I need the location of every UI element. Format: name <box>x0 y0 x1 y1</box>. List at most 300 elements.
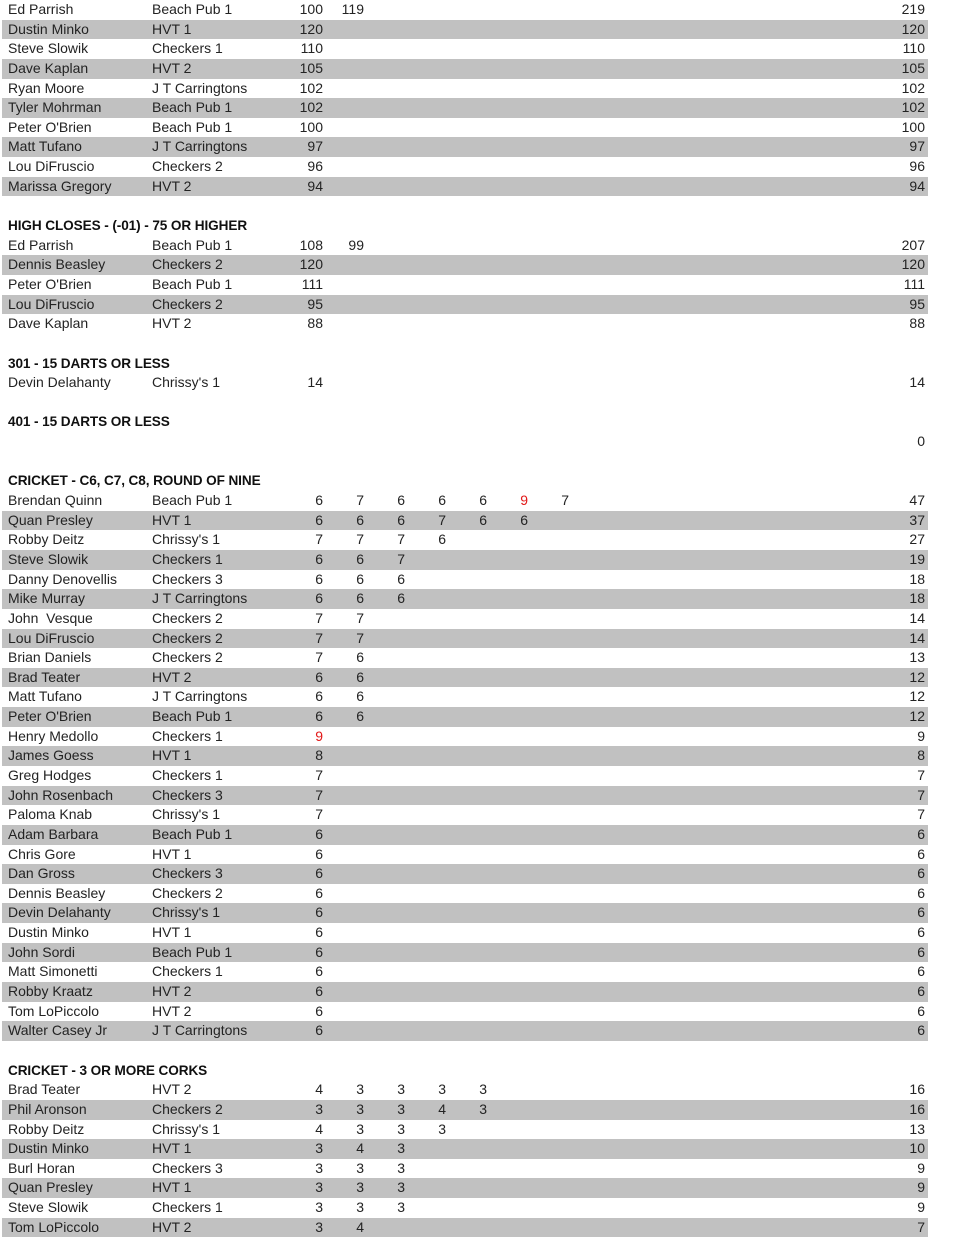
score-value <box>533 236 574 256</box>
row-spacer <box>574 1198 858 1218</box>
score-value <box>328 1002 369 1022</box>
score-value <box>451 766 492 786</box>
score-value <box>533 432 574 452</box>
score-value: 110 <box>300 40 323 57</box>
row-spacer <box>574 137 858 157</box>
player-name: Burl Horan <box>8 1159 75 1176</box>
score-value <box>451 786 492 806</box>
team-name: Checkers 2 <box>152 295 223 312</box>
player-name: Dennis Beasley <box>8 256 106 273</box>
score-value <box>492 255 533 275</box>
player-name: John Sordi <box>8 943 75 960</box>
score-value: 3 <box>397 1159 405 1176</box>
player-name: Chris Gore <box>8 845 76 862</box>
score-value <box>369 39 410 59</box>
score-value <box>533 629 574 649</box>
score-value <box>410 373 451 393</box>
score-value <box>451 825 492 845</box>
score-value <box>369 707 410 727</box>
score-value: 95 <box>307 295 323 312</box>
score-value <box>533 903 574 923</box>
score-value: 3 <box>315 1100 323 1117</box>
row-total: 100 <box>901 118 925 135</box>
score-value <box>451 1178 492 1198</box>
team-name: Beach Pub 1 <box>152 118 233 135</box>
score-value <box>451 707 492 727</box>
score-value: 6 <box>315 904 323 921</box>
row-spacer <box>574 79 858 99</box>
score-value: 4 <box>438 1100 446 1117</box>
score-value: 3 <box>356 1179 364 1196</box>
score-value: 3 <box>438 1120 446 1137</box>
row-total: 14 <box>909 629 925 646</box>
score-value <box>410 1218 451 1238</box>
score-value <box>533 570 574 590</box>
row-spacer <box>574 39 858 59</box>
score-value <box>410 59 451 79</box>
score-value <box>533 1080 574 1100</box>
score-value <box>410 687 451 707</box>
table-row <box>2 236 928 256</box>
score-value: 6 <box>356 649 364 666</box>
score-value <box>451 157 492 177</box>
team-name: HVT 1 <box>152 924 192 941</box>
table-row <box>2 98 928 118</box>
score-value: 14 <box>307 374 323 391</box>
score-value: 4 <box>315 1120 323 1137</box>
score-value: 6 <box>315 590 323 607</box>
score-value: 3 <box>315 1159 323 1176</box>
team-name <box>150 432 287 452</box>
score-value <box>451 648 492 668</box>
row-spacer <box>574 923 858 943</box>
row-total: 7 <box>917 806 925 823</box>
row-spacer <box>574 295 858 315</box>
team-name: HVT 1 <box>152 747 192 764</box>
score-value <box>492 1198 533 1218</box>
score-value <box>451 79 492 99</box>
score-value <box>492 1100 533 1120</box>
score-value: 6 <box>356 668 364 685</box>
score-value <box>328 864 369 884</box>
score-value <box>533 137 574 157</box>
score-value: 111 <box>301 275 323 292</box>
score-value <box>451 530 492 550</box>
score-value: 6 <box>315 550 323 567</box>
score-value <box>451 255 492 275</box>
score-value: 9 <box>520 492 528 509</box>
score-value: 108 <box>299 236 323 253</box>
row-spacer <box>574 20 858 40</box>
score-value <box>492 295 533 315</box>
table-row <box>2 589 928 609</box>
table-row <box>2 1120 928 1140</box>
score-value <box>369 884 410 904</box>
table-row <box>2 118 928 138</box>
team-name: HVT 2 <box>152 983 192 1000</box>
score-value <box>492 275 533 295</box>
score-value <box>328 373 369 393</box>
score-value: 3 <box>397 1100 405 1117</box>
player-name <box>2 432 150 452</box>
score-value: 8 <box>315 747 323 764</box>
player-name: James Goess <box>8 747 94 764</box>
score-value <box>369 668 410 688</box>
row-spacer <box>574 687 858 707</box>
score-value <box>533 982 574 1002</box>
team-name: Checkers 2 <box>152 649 223 666</box>
team-name: Beach Pub 1 <box>152 275 233 292</box>
row-total: 13 <box>909 649 925 666</box>
score-value: 6 <box>520 511 528 528</box>
row-total: 105 <box>901 59 925 76</box>
score-value: 120 <box>299 256 323 273</box>
team-name: J T Carringtons <box>152 138 248 155</box>
table-row <box>2 668 928 688</box>
score-value <box>492 923 533 943</box>
score-value: 6 <box>397 590 405 607</box>
score-value <box>492 373 533 393</box>
score-value <box>451 962 492 982</box>
row-total: 6 <box>917 845 925 862</box>
table-row <box>2 1159 928 1179</box>
score-value <box>492 79 533 99</box>
table-row <box>2 432 928 452</box>
score-value <box>328 845 369 865</box>
score-value <box>328 79 369 99</box>
score-value: 6 <box>356 688 364 705</box>
row-total: 110 <box>902 40 925 57</box>
score-value <box>492 570 533 590</box>
table-row <box>2 805 928 825</box>
score-value <box>533 825 574 845</box>
score-value <box>533 0 574 20</box>
row-spacer <box>574 511 858 531</box>
row-spacer <box>574 59 858 79</box>
row-spacer <box>574 118 858 138</box>
team-name: Checkers 3 <box>152 865 223 882</box>
score-value: 7 <box>356 492 364 509</box>
score-value: 6 <box>315 1022 323 1039</box>
score-value <box>492 137 533 157</box>
score-value <box>410 314 451 334</box>
score-value <box>492 766 533 786</box>
score-value <box>451 629 492 649</box>
score-value <box>451 570 492 590</box>
score-value: 7 <box>438 511 446 528</box>
table-row <box>2 1178 928 1198</box>
table-row <box>2 275 928 295</box>
player-name: Steve Slowik <box>8 550 89 567</box>
team-name: Checkers 1 <box>152 727 223 744</box>
score-value <box>533 373 574 393</box>
score-value <box>492 648 533 668</box>
score-value <box>369 727 410 747</box>
team-name: J T Carringtons <box>152 79 248 96</box>
score-value: 9 <box>315 727 323 744</box>
score-value <box>492 727 533 747</box>
row-spacer <box>574 0 858 20</box>
score-value <box>492 314 533 334</box>
team-name: Checkers 3 <box>152 786 223 803</box>
row-total: 16 <box>909 1081 925 1098</box>
row-spacer <box>574 943 858 963</box>
team-name: Chrissy's 1 <box>152 374 221 391</box>
score-value <box>533 530 574 550</box>
team-name: Checkers 1 <box>152 40 223 57</box>
team-name: Checkers 3 <box>152 1159 223 1176</box>
table-row <box>2 59 928 79</box>
row-spacer <box>574 1100 858 1120</box>
score-value <box>492 1120 533 1140</box>
row-spacer <box>574 550 858 570</box>
row-spacer <box>574 648 858 668</box>
player-name: Brad Teater <box>8 668 81 685</box>
row-total: 9 <box>917 1199 925 1216</box>
score-value: 6 <box>315 492 323 509</box>
score-value <box>410 766 451 786</box>
score-value <box>533 1120 574 1140</box>
score-value: 6 <box>315 708 323 725</box>
score-value: 6 <box>397 492 405 509</box>
team-name: Checkers 1 <box>152 550 223 567</box>
row-total: 6 <box>917 983 925 1000</box>
team-name: HVT 2 <box>152 315 192 332</box>
score-value <box>451 845 492 865</box>
score-value <box>369 432 410 452</box>
row-total: 102 <box>901 79 925 96</box>
score-value <box>410 845 451 865</box>
score-value <box>492 550 533 570</box>
score-value <box>451 1021 492 1041</box>
row-spacer <box>574 982 858 1002</box>
score-value <box>369 157 410 177</box>
section-spacer <box>2 393 928 413</box>
score-value <box>492 20 533 40</box>
player-name: Peter O'Brien <box>8 275 92 292</box>
score-value: 6 <box>356 570 364 587</box>
score-value <box>533 687 574 707</box>
player-name: Walter Casey Jr <box>8 1022 108 1039</box>
score-value <box>369 295 410 315</box>
score-value: 4 <box>356 1140 364 1157</box>
score-value <box>451 275 492 295</box>
row-total: 9 <box>917 1159 925 1176</box>
score-value <box>328 118 369 138</box>
score-value <box>369 1218 410 1238</box>
score-value <box>451 982 492 1002</box>
team-name: Chrissy's 1 <box>152 1120 221 1137</box>
score-value: 6 <box>479 492 487 509</box>
player-name: Quan Presley <box>8 1179 93 1196</box>
row-total: 95 <box>909 295 925 312</box>
team-name: J T Carringtons <box>152 590 248 607</box>
score-value: 3 <box>315 1140 323 1157</box>
score-value: 3 <box>397 1140 405 1157</box>
section-heading: HIGH CLOSES - (-01) - 75 OR HIGHER <box>8 218 248 234</box>
row-total: 6 <box>917 924 925 941</box>
score-value: 3 <box>438 1081 446 1098</box>
team-name: Beach Pub 1 <box>152 708 233 725</box>
player-name: Ed Parrish <box>8 1 74 17</box>
table-row <box>2 1080 928 1100</box>
score-value: 6 <box>315 845 323 862</box>
row-spacer <box>574 275 858 295</box>
player-name: Ryan Moore <box>8 79 85 96</box>
score-value <box>410 786 451 806</box>
row-spacer <box>574 432 858 452</box>
row-total: 37 <box>909 511 925 528</box>
score-value <box>369 373 410 393</box>
table-row <box>2 530 928 550</box>
score-value: 6 <box>356 511 364 528</box>
score-value <box>492 236 533 256</box>
score-value <box>369 903 410 923</box>
player-name: Henry Medollo <box>8 727 99 744</box>
team-name: HVT 2 <box>152 177 192 194</box>
player-name: Dustin Minko <box>8 924 89 941</box>
row-spacer <box>574 727 858 747</box>
score-value <box>492 884 533 904</box>
score-value <box>451 746 492 766</box>
score-value: 102 <box>299 79 323 96</box>
score-value <box>328 39 369 59</box>
section-spacer <box>2 452 928 472</box>
table-row <box>2 786 928 806</box>
score-value <box>328 295 369 315</box>
row-spacer <box>574 864 858 884</box>
score-value <box>328 805 369 825</box>
row-spacer <box>574 491 858 511</box>
table-row <box>2 923 928 943</box>
player-name: Tyler Mohrman <box>8 99 102 116</box>
score-value <box>492 157 533 177</box>
score-value <box>410 923 451 943</box>
player-name: Devin Delahanty <box>8 904 111 921</box>
score-value <box>492 1159 533 1179</box>
row-spacer <box>574 766 858 786</box>
table-row <box>2 903 928 923</box>
table-row <box>2 1021 928 1041</box>
score-value <box>328 982 369 1002</box>
score-value <box>369 177 410 197</box>
team-name: Checkers 2 <box>152 1100 223 1117</box>
score-value <box>451 1139 492 1159</box>
score-value <box>328 884 369 904</box>
score-value <box>492 432 533 452</box>
score-value <box>451 1159 492 1179</box>
score-value <box>533 177 574 197</box>
score-value <box>369 0 410 20</box>
score-value: 6 <box>315 924 323 941</box>
score-value <box>451 59 492 79</box>
score-value <box>451 373 492 393</box>
team-name: Beach Pub 1 <box>152 943 233 960</box>
row-spacer <box>574 373 858 393</box>
score-value <box>410 805 451 825</box>
score-value <box>492 845 533 865</box>
score-value: 3 <box>356 1081 364 1098</box>
row-spacer <box>574 1120 858 1140</box>
player-name: Robby Deitz <box>8 531 85 548</box>
score-value <box>451 1218 492 1238</box>
score-value <box>410 98 451 118</box>
score-value <box>369 609 410 629</box>
player-name: Robby Kraatz <box>8 983 93 1000</box>
team-name: Checkers 2 <box>152 158 223 175</box>
player-name: Brad Teater <box>8 1081 81 1098</box>
score-value <box>533 511 574 531</box>
row-total: 6 <box>917 963 925 980</box>
score-value <box>533 79 574 99</box>
score-value <box>533 1002 574 1022</box>
score-value <box>533 275 574 295</box>
score-value <box>328 275 369 295</box>
score-value: 3 <box>315 1179 323 1196</box>
score-value <box>328 1021 369 1041</box>
score-value <box>533 255 574 275</box>
score-value: 7 <box>315 766 323 783</box>
score-value <box>533 59 574 79</box>
score-value <box>533 1178 574 1198</box>
table-row <box>2 1100 928 1120</box>
row-spacer <box>574 609 858 629</box>
team-name: HVT 1 <box>152 1179 192 1196</box>
row-total: 207 <box>901 236 925 253</box>
score-value <box>328 766 369 786</box>
player-name: Quan Presley <box>8 511 93 528</box>
player-name: Danny Denovellis <box>8 570 117 587</box>
table-row <box>2 0 928 20</box>
score-value <box>328 943 369 963</box>
score-value <box>369 20 410 40</box>
score-value: 6 <box>315 511 323 528</box>
score-value <box>451 0 492 20</box>
team-name: HVT 1 <box>152 511 192 528</box>
team-name: HVT 1 <box>152 20 192 37</box>
score-value <box>410 1159 451 1179</box>
row-total: 9 <box>917 727 925 744</box>
team-name: Checkers 1 <box>152 1199 223 1216</box>
score-value <box>369 648 410 668</box>
score-value <box>533 314 574 334</box>
score-value: 3 <box>356 1120 364 1137</box>
team-name: Checkers 3 <box>152 570 223 587</box>
score-value <box>369 962 410 982</box>
player-name: Robby Deitz <box>8 1120 85 1137</box>
player-name: Brian Daniels <box>8 649 92 666</box>
player-name: Tom LoPiccolo <box>8 1002 100 1019</box>
score-value: 6 <box>397 570 405 587</box>
score-value: 7 <box>315 629 323 646</box>
table-row <box>2 550 928 570</box>
row-total: 13 <box>909 1120 925 1137</box>
score-value <box>410 609 451 629</box>
score-value <box>410 825 451 845</box>
score-value <box>410 1198 451 1218</box>
score-value <box>492 786 533 806</box>
team-name: Checkers 1 <box>152 963 223 980</box>
score-value <box>492 609 533 629</box>
score-value <box>533 923 574 943</box>
score-value: 6 <box>356 550 364 567</box>
player-name: Greg Hodges <box>8 766 92 783</box>
score-value <box>492 59 533 79</box>
player-name: John Rosenbach <box>8 786 114 803</box>
score-value <box>369 825 410 845</box>
score-value <box>369 59 410 79</box>
score-value <box>328 746 369 766</box>
